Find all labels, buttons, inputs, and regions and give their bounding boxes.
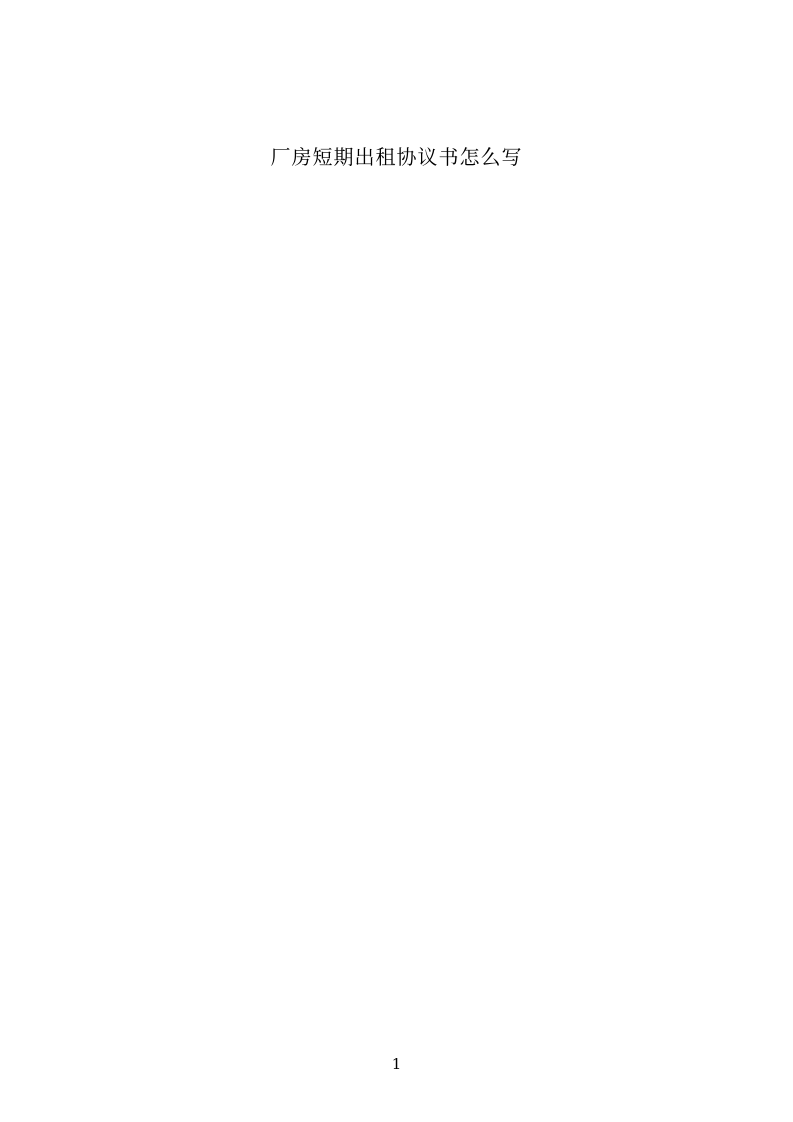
page-number: 1 bbox=[391, 1055, 402, 1073]
document-title: 厂房短期出租协议书怎么写 bbox=[270, 145, 523, 169]
